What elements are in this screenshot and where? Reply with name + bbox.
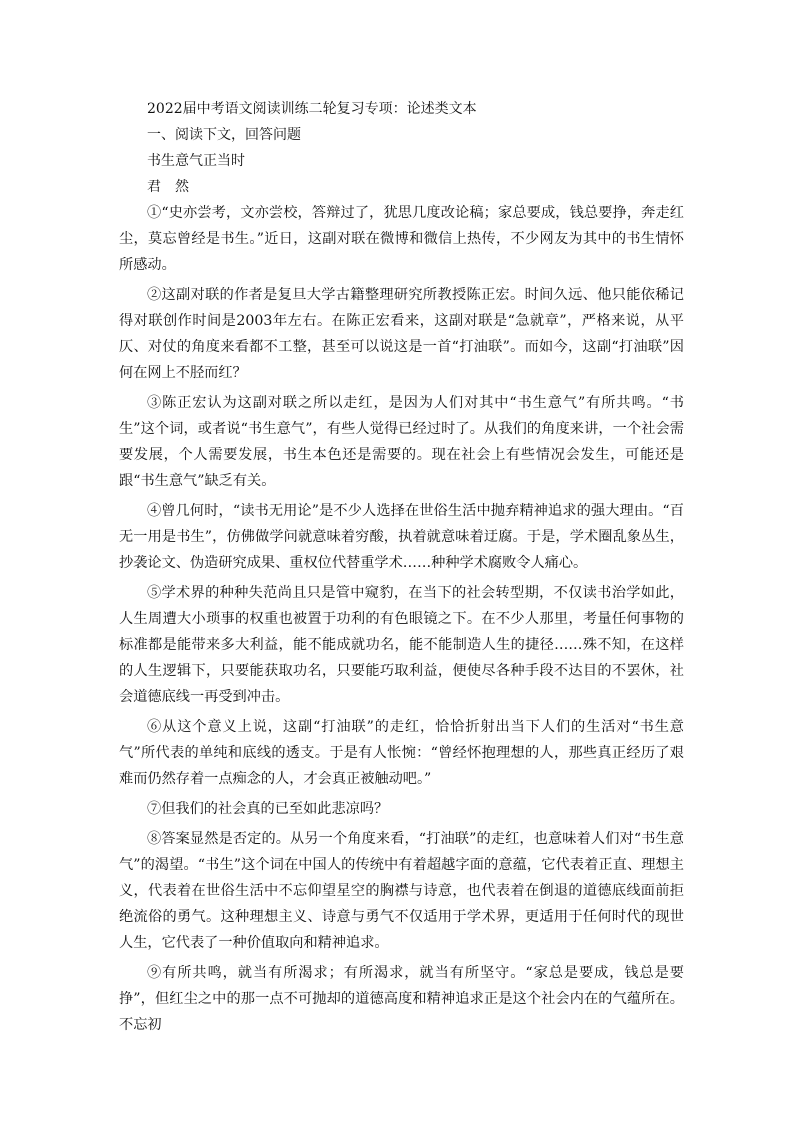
paragraph-7: ⑦但我们的社会真的已至如此悲凉吗？ (147, 801, 389, 817)
paragraph-8: ⑧答案显然是否定的。从另一个角度来看，“打油联”的走红，也意味着人们对“书生意气”的渴望。“书生”这个词在中国人的传统中有着超越字面的意蕴，它代表着正直、理想主义，代表着在世俗生活中不忘仰望星空的胸襟与诗意，也代表着在倒退的道德底线面前拒绝流俗的勇气。这种理想主义、诗意与勇气不仅适用于学术界，更适用于任何时代的现世人生，它代表了一种价值取向和精神追求。 (119, 831, 684, 951)
section-heading: 一、阅读下文，回答问题 (147, 127, 301, 143)
paragraph-4: ④曾几何时，“读书无用论”是不少人选择在世俗生活中抛弃精神追求的强大理由。“百无一用是书生”，仿佛做学问就意味着穷酸，执着就意味着迂腐。于是，学术圈乱象丛生，抄袭论文、伪造研究成果、重权位代替重学术……种种学术腐败令人痛心。 (119, 503, 684, 571)
document-title: 2022届中考语文阅读训练二轮复习专项：论述类文本 (147, 101, 477, 117)
paragraph-9: ⑨有所共鸣，就当有所渴求；有所渴求，就当有所坚守。“家总是要成，钱总是要挣”，但红尘之中的那一点不可抛却的道德高度和精神追求正是这个社会内在的气蕴所在。不忘初 (119, 965, 684, 1033)
paragraph-6: ⑥从这个意义上说，这副“打油联”的走红，恰恰折射出当下人们的生活对“书生意气”所代表的单纯和底线的透支。于是有人怅惋：“曾经怀抱理想的人，那些真正经历了艰难而仍然存着一点痴念的人，才会真正被触动吧。” (119, 719, 684, 787)
paragraph-5: ⑤学术界的种种失范尚且只是管中窥豹，在当下的社会转型期，不仅读书治学如此，人生周遭大小琐事的权重也被置于功利的有色眼镜之下。在不少人那里，考量任何事物的标准都是能带来多大利益，能不能成就功名，能不能制造人生的捷径……殊不知，在这样的人生逻辑下，只要能获取功名，只要能巧取利益，便使尽各种手段不达目的不罢休，社会道德底线一再受到冲击。 (119, 585, 684, 705)
paragraph-3: ③陈正宏认为这副对联之所以走红，是因为人们对其中“书生意气”有所共鸣。“书生”这个词，或者说“书生意气”，有些人觉得已经过时了。从我们的角度来讲，一个社会需要发展，个人需要发展，书生本色还是需要的。现在社会上有些情况会发生，可能还是跟“书生意气”缺乏有关。 (119, 395, 684, 489)
article-author: 君 然 (147, 179, 189, 195)
paragraph-1: ①“史亦尝考，文亦尝校，答辩过了，犹思几度改论稿；家总要成，钱总要挣，奔走红尘，莫忘曾经是书生。”近日，这副对联在微博和微信上热传，不少网友为其中的书生情怀所感动。 (119, 205, 684, 273)
article-title: 书生意气正当时 (147, 153, 245, 169)
document-body (119, 96, 684, 1038)
paragraph-2: ②这副对联的作者是复旦大学古籍整理研究所教授陈正宏。时间久远、他只能依稀记得对联创作时间是2003年左右。在陈正宏看来，这副对联是“急就章”，严格来说，从平仄、对仗的角度来看都不工整，甚至可以说这是一首“打油联”。而如今，这副“打油联”因何在网上不胫而红？ (119, 287, 684, 381)
